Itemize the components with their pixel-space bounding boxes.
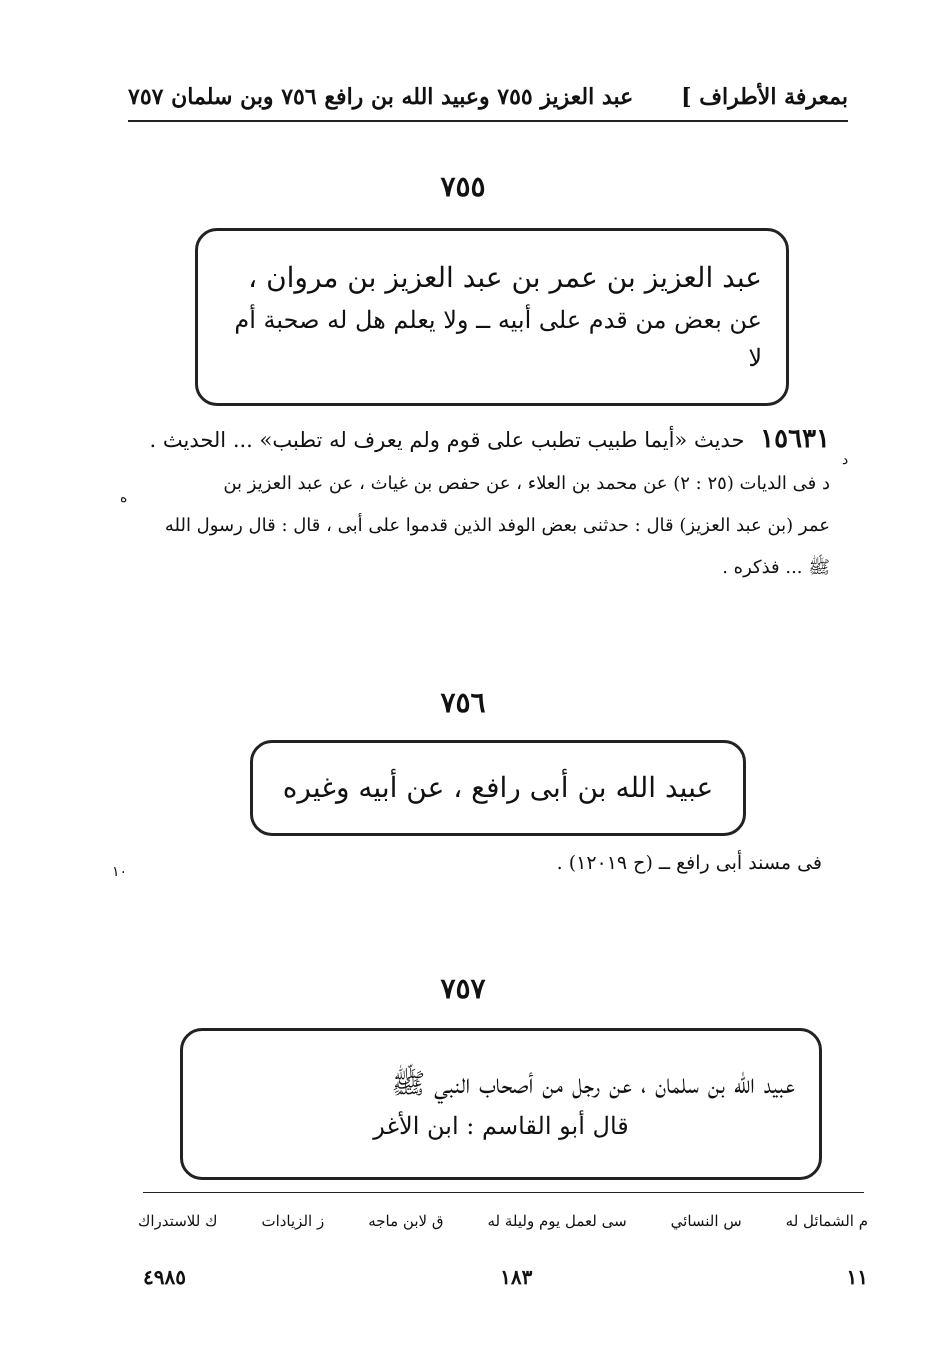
narrator-line: عبد العزيز بن عمر بن عبد العزيز بن مروان ، <box>248 261 762 295</box>
page-number: ١٨٣ <box>500 1265 533 1289</box>
hadith-source-line: د فى الديات (٢٥ : ٢) عن محمد بن العلاء ، عن حفص بن غياث ، عن عبد العزيز بن <box>223 473 830 494</box>
narrator-line: عن بعض من قدم على أبيه ــ ولا يعلم هل له صحبة أم لا <box>234 306 762 373</box>
legend-item: ك للاستدراك <box>138 1212 218 1230</box>
hadith-text: حديث «أيما طبيب تطبب على قوم ولم يعرف له تطبب» ... الحديث . <box>149 428 745 452</box>
legend-item: ق لابن ماجه <box>368 1212 444 1230</box>
narrator-box-756 <box>250 740 746 836</box>
print-code: ٤٩٨٥ <box>143 1265 186 1289</box>
legend-item: ز الزيادات <box>261 1212 325 1230</box>
narrator-box-755 <box>195 228 789 406</box>
section-number-756: ٧٥٦ <box>440 686 486 719</box>
abbreviation-legend <box>138 1206 868 1236</box>
hadith-source-line: عمر (بن عبد العزيز) قال : حدثنى بعض الوفد الذين قدموا على أبى ، قال : قال رسول الله <box>164 515 830 536</box>
narrator-box-757 <box>180 1028 822 1180</box>
hadith-heading <box>118 418 830 463</box>
legend-item: م الشمائل له <box>785 1212 868 1230</box>
hadith-entry <box>118 418 830 589</box>
line-marker: ه <box>120 490 128 506</box>
narrator-line: عبيد الله بن أبى رافع ، عن أبيه وغيره <box>282 770 714 804</box>
section-number-755: ٧٥٥ <box>440 170 486 203</box>
header-rule <box>128 120 848 122</box>
header-right: عبد العزيز ٧٥٥ وعبيد الله بن رافع ٧٥٦ وبن سلمان ٧٥٧ <box>128 84 634 110</box>
narrator-line: عبيد الله بن سلمان ، عن رجل من أصحاب النبي ﷺ <box>391 1067 795 1101</box>
hadith-source-line: ﷺ ... فذكره . <box>722 557 830 578</box>
hadith-number: ١٥٦٣١ <box>760 424 830 454</box>
legend-item: س النسائي <box>670 1212 742 1230</box>
page-footer <box>143 1262 868 1292</box>
footer-rule <box>143 1192 864 1193</box>
line-marker: ١٠ <box>112 864 128 880</box>
running-header <box>128 74 848 120</box>
source-note: فى مسند أبى رافع ــ (ح ١٢٠١٩) . <box>556 852 822 874</box>
volume-number: ١١ <box>846 1265 868 1289</box>
narrator-line: قال أبو القاسم : ابن الأغر <box>373 1112 629 1141</box>
section-number-757: ٧٥٧ <box>440 972 486 1005</box>
legend-item: سى لعمل يوم وليلة له <box>487 1212 627 1230</box>
header-left: بمعرفة الأطراف ] <box>681 84 848 110</box>
sigil-marker: د <box>842 452 849 468</box>
